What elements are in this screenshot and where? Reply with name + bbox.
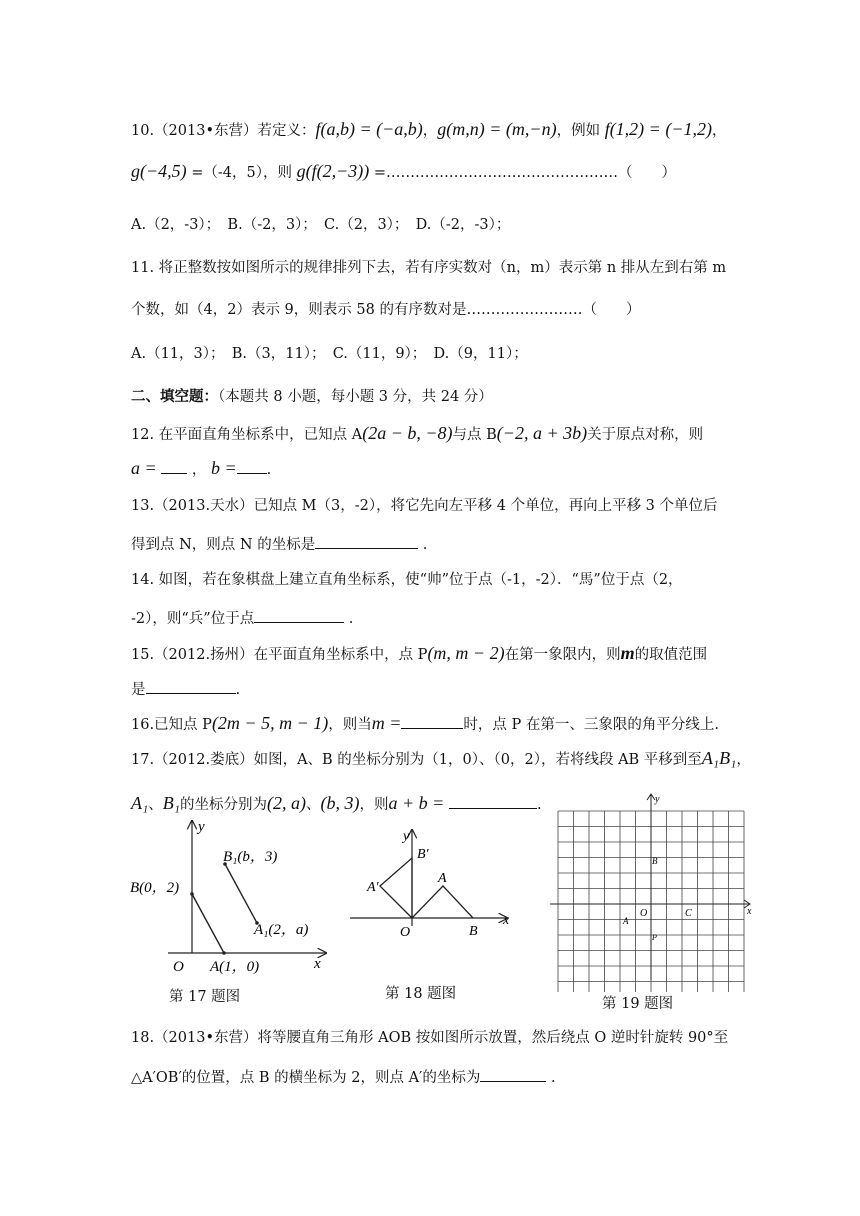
- fig18-caption: 第 18 题图: [385, 986, 457, 1002]
- q10-f-definition: f(a,b) = (−a,b): [315, 119, 423, 139]
- q12-period: .: [266, 462, 272, 478]
- q10-f-example: f(1,2) = (−1,2): [604, 119, 712, 139]
- fig17-label-y: y: [198, 819, 205, 835]
- q18-answer-blank[interactable]: [480, 1065, 546, 1082]
- q17-answer-blank[interactable]: [449, 792, 537, 809]
- q15-text-b: 在第一象限内，则: [504, 647, 621, 663]
- q12-text-a: 12. 在平面直角坐标系中，已知点 A: [131, 427, 363, 443]
- fig18-label-a-prime: A′: [367, 880, 379, 895]
- q12-text-b: 与点 B: [452, 427, 497, 443]
- fig17-label-x: x: [314, 956, 321, 972]
- q11-line2: 个数，如（4，2）表示 9，则表示 58 的有序数对是……………………（ ）: [131, 302, 641, 318]
- fig19-caption: 第 19 题图: [602, 996, 674, 1012]
- q16-point-p: (2m − 5, m − 1): [211, 713, 329, 733]
- fig17-label-b: B(0，2): [130, 880, 180, 896]
- fig18-label-x: x: [503, 913, 510, 928]
- q12-a-eq: a =: [131, 458, 157, 478]
- q17-a1b1: A₁B₁: [701, 748, 737, 768]
- q14-text: -2），则“兵”位于点: [131, 611, 255, 627]
- fig19-label-x: x: [747, 906, 752, 917]
- q16-text-c: 时，点 P 在第一、三象限的角平分线上.: [463, 717, 719, 733]
- q12-comma: ，: [191, 462, 207, 478]
- fig17-label-a1: A₁(2，a): [254, 922, 309, 938]
- q18-text: △A′OB′的位置，点 B 的横坐标为 2，则点 A′的坐标为: [131, 1070, 481, 1086]
- q12-answer-a-blank[interactable]: [161, 457, 187, 474]
- q14-end: .: [344, 611, 354, 627]
- q10-options: A.（2，-3）； B.（-2，3）； C.（2，3）； D.（-2，-3）；: [131, 217, 511, 233]
- q13-text: 得到点 N，则点 N 的坐标是: [131, 537, 316, 553]
- fig19-label-c: C: [685, 908, 692, 919]
- q12-line1: [131, 422, 703, 446]
- fig18-label-b: B: [469, 924, 478, 939]
- fig17-label-o: O: [173, 959, 184, 975]
- q17-text2: 的坐标分别为: [180, 797, 268, 813]
- q17-coord-b1: (b, 3): [320, 793, 360, 813]
- fig19-label-y: y: [655, 794, 660, 805]
- figure-18: [345, 822, 515, 947]
- q11-options: A.（11，3）； B.（3，11）； C.（11，9）； D.（9，11）；: [131, 346, 528, 362]
- fig18-label-b-prime: B′: [417, 847, 429, 862]
- figure-17: [128, 816, 333, 976]
- q15-text-c: 的取值范围: [634, 647, 708, 663]
- fig17-point-b: [190, 892, 194, 896]
- q10-g-definition: g(m,n) = (m,−n): [437, 119, 557, 139]
- fig17-segment-ab: [192, 894, 224, 953]
- q15-var-m: m: [620, 643, 635, 663]
- q15-line1: [131, 642, 707, 666]
- q17-period: .: [536, 797, 542, 813]
- q18-end: .: [546, 1070, 556, 1086]
- q10-sep: ，: [422, 123, 438, 139]
- fig18-label-o: O: [400, 925, 411, 940]
- fig19-label-b: B: [652, 856, 658, 866]
- fig19-label-o: O: [640, 908, 648, 919]
- q15-line2: [131, 677, 240, 701]
- fig17-label-b1: B₁(b，3): [223, 849, 278, 865]
- q10-g-example-value: =（-4，5），则: [186, 165, 297, 181]
- fig18-triangle-aob-prime: [380, 858, 412, 918]
- q10-line1: [131, 118, 726, 142]
- q16-answer-blank[interactable]: [401, 712, 463, 729]
- q10-query-tail: =…………………………………………（ ）: [369, 165, 676, 181]
- q17-then: ，则: [359, 797, 389, 813]
- q12-point-a: (2a − b, −8): [362, 423, 453, 443]
- q18-line1: 18.（2013•东营）将等腰直角三角形 AOB 按如图所示放置，然后绕点 O 逆时针旋转 90°至: [131, 1030, 729, 1046]
- fig17-point-a: [222, 951, 226, 955]
- fig19-label-p: P: [652, 933, 657, 942]
- q10-query: g(f(2,−3)): [296, 161, 370, 181]
- fig17-label-a: A(1，0): [210, 959, 260, 975]
- figure-19: [545, 792, 757, 992]
- q15-answer-blank[interactable]: [146, 677, 236, 694]
- section2-header: [131, 386, 493, 408]
- q17-sep: 、: [148, 797, 163, 813]
- section2-title: 二、填空题：: [131, 389, 218, 405]
- q12-b-eq: b =: [210, 458, 237, 478]
- q13-line1: 13.（2013.天水）已知点 M（3，-2），将它先向左平移 4 个单位，再向上平移 3 个单位后: [131, 498, 718, 514]
- fig18-label-y: y: [403, 829, 410, 844]
- q12-line2: [131, 457, 271, 481]
- q16-m-eq: m =: [371, 713, 402, 733]
- q11-line1: 11. 将正整数按如图所示的规律排列下去，若有序实数对（n，m）表示第 n 排从左到右第 m: [131, 260, 727, 276]
- section2-note: （本题共 8 小题，每小题 3 分，共 24 分）: [218, 389, 493, 405]
- q17-line1: [131, 747, 751, 771]
- fig18-label-a: A: [438, 871, 447, 886]
- q10-line2: [131, 160, 676, 184]
- q17-b1: B₁: [162, 793, 181, 813]
- q17-comma: ，: [736, 752, 751, 768]
- q10-prefix: 10.（2013•东营）若定义：: [131, 123, 316, 139]
- q13-end: .: [418, 537, 428, 553]
- q15-end: .: [235, 682, 241, 698]
- q16-text-b: ，则当: [328, 717, 372, 733]
- fig17-segment-a1b1: [225, 864, 257, 923]
- q13-line2: [131, 532, 427, 556]
- q13-answer-blank[interactable]: [315, 532, 418, 549]
- q16-line: [131, 712, 719, 736]
- q15-point-p: (m, m − 2): [427, 643, 505, 663]
- q18-line2: [131, 1065, 556, 1089]
- q17-text: 17.（2012.娄底）如图，A、B 的坐标分别为（1，0）、（0，2），若将线段 AB 平移到至: [131, 752, 702, 768]
- q12-answer-b-blank[interactable]: [237, 457, 267, 474]
- q14-line1: 14. 如图，若在象棋盘上建立直角坐标系，使“帅”位于点（-1，-2）．“馬”位于点（2，: [131, 572, 683, 588]
- q15-text-a: 15.（2012.扬州）在平面直角坐标系中，点 P: [131, 647, 428, 663]
- q10-sep2: ，例如: [556, 123, 605, 139]
- q17-sum: a + b =: [388, 793, 445, 813]
- fig18-triangle-aob: [412, 886, 473, 918]
- q12-point-b: (−2, a + 3b): [496, 423, 588, 443]
- q10-sep3: ，: [711, 123, 727, 139]
- q17-a1: A₁: [131, 793, 149, 813]
- fig19-label-a: A: [623, 916, 629, 926]
- q14-answer-blank[interactable]: [254, 606, 344, 623]
- q16-text-a: 16.已知点 P: [131, 717, 212, 733]
- q17-coord-a1: (2, a): [267, 793, 307, 813]
- q12-text-c: 关于原点对称，则: [587, 427, 704, 443]
- q17-line2: [131, 792, 542, 816]
- fig17-caption: 第 17 题图: [169, 989, 241, 1005]
- q10-g-example: g(−4,5): [131, 161, 187, 181]
- q17-sep2: 、: [306, 797, 321, 813]
- q15-text: 是: [131, 682, 146, 698]
- q14-line2: [131, 606, 353, 630]
